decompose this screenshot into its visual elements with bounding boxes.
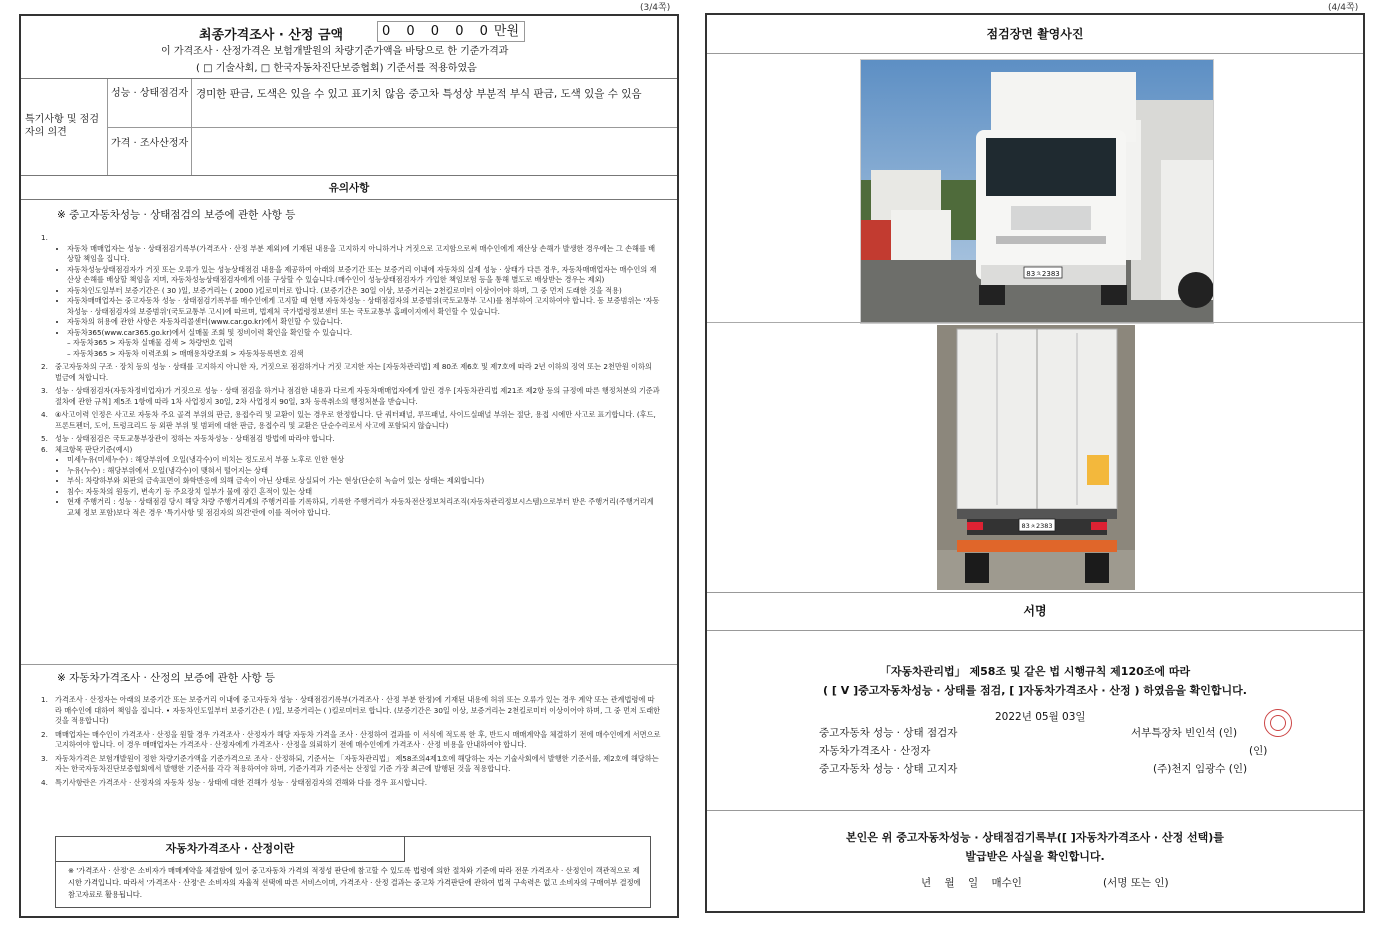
price-note-2: ( □ 기술사회, □ 한국자동차진단보증협회) 기준서를 적용하였음 [196, 63, 477, 74]
definition-text: ※ '가격조사 · 산정'은 소비자가 매매계약을 체결함에 있어 중고자동차 가격의 적정성 판단에 참고할 수 있도록 법령에 의한 절차와 기준에 따라 전문 가격조사 · 산정인이 객관적으로 제시한 가격입니다. 따라서 '가격조사 · 산정'은 소비자의 자율적 선택에 따른 서비스이며, 가격조사 · 산정 결과는 중고차 가격판단에 관하여 법적 구속력은 없고 소비자의 구매여부 결정에 참고자료로 활용됩니다. [68, 866, 641, 899]
signature-section-title: 서명 [707, 592, 1363, 631]
right-page [705, 13, 1365, 913]
price-amount: 0 0 0 0 0 [382, 24, 494, 39]
item-1-bullet: • 자동차365(www.car365.go.kr)에서 실매물 조회 및 정비이력 확인을 확인할 수 있습니다. – 자동차365 > 자동차 실매물 검색 > 차량번호 입력 – 자동차365 > 자동차 이력조회 > 매매용차량조회 > 자동차등록번호 검색 [67, 328, 661, 360]
law-reference-line-2: ( [ V ]중고자동차성능 · 상태를 점검, [ ]자동차가격조사 · 산정 ) 하였음을 확인합니다. [823, 684, 1247, 697]
s2-item-3-number: 3. [41, 753, 48, 763]
item-1-bullet: • 자동차 매매업자는 성능 · 상태점검기록부(가격조사 · 산정 부분 제외)에 기재된 내용을 고지하지 아니하거나 거짓으로 고지함으로써 매수인에게 재산상 손해가 발생한 경우에는 그 손해를 배상할 책임을 집니다. [67, 244, 661, 265]
seal-stamp-icon [1264, 709, 1292, 737]
front-plate-text: 83ㅊ2383 [1026, 270, 1060, 278]
item-5-number: 5. [41, 434, 48, 443]
price-assessment-definition-box [55, 836, 651, 908]
section1-body [41, 233, 661, 518]
item-1-bullet: • 자동차성능상태점검자가 거짓 또는 오류가 있는 성능상태점검 내용을 제공하여 아래의 보증기간 또는 보증거리 이내에 자동차의 실제 성능 · 상태가 다른 경우, 자동차매매업자는 매수인의 재산상 손해를 배상할 책임을 지며, 자동차성능상태점검자에게 이를 구상할 수 있습니다.(매수인이 성능상태점검자가 가입한 책임보험 등을 통해 별도로 배상받는 경우는 제외) [67, 265, 661, 286]
item-4-text: ④사고이력 인정은 사고로 자동차 주요 골격 부위의 판금, 용접수리 및 교환이 있는 경우로 한정합니다. 단 쿼터패널, 루프패널, 사이드실패널 부위는 절단, 용접 시에만 사고로 표기합니다. (후드, 프론트펜더, 도어, 트렁크리드 등 외판 부위 및 범퍼에 대한 판금, 용접수리 및 교환은 단순수리로서 사고에 포함되지 않습니다) [55, 410, 656, 430]
check-criteria-item: • 침수: 자동차의 원동기, 변속기 등 주요장치 일부가 물에 잠긴 흔적이 있는 상태 [67, 487, 661, 498]
price-title: 최종가격조사 · 산정 금액 [199, 28, 344, 43]
item-6-text: 체크항목 판단기준(예시) [55, 444, 133, 454]
rear-plate-text: 83ㅊ2383 [1021, 522, 1053, 530]
photo-section-title: 점검장면 촬영사진 [707, 15, 1363, 54]
s2-item-4-text: 특기사항란은 가격조사 · 산정자의 자동차 성능 · 상태에 대한 견해가 성능 · 상태점검자의 견해와 다를 경우 표시합니다. [55, 777, 428, 787]
item-5-text: 성능 · 상태점검은 국토교통부장관이 정하는 자동차성능 · 상태점검 방법에 따라야 합니다. [55, 434, 335, 443]
price-section [21, 16, 677, 79]
truck-front-photo [860, 59, 1214, 324]
check-criteria-item: • 누유(누수) : 해당부위에서 오일(냉각수)이 맺혀서 떨어지는 상태 [67, 466, 661, 477]
remarks-section [21, 79, 677, 176]
item-1-number: 1. [41, 233, 48, 242]
confirmation-line-2: 발급받은 사실을 확인합니다. [965, 850, 1105, 863]
item-1-bullet: • 자동차매매업자는 중고자동차 성능 · 상태점검기록부를 매수인에게 고지할 때 현행 자동차성능 · 상태점검자의 보증범위(국토교통부 고시)를 첨부하여 고지하여야 합니다. 동 보증범위는 '자동차성능 · 상태점검자의 보증범위'(국토교통부 고시)에 따르며, 법제처 국가법령정보센터 또는 국토교통부 홈페이지에서 확인할 수 있습니다. [67, 296, 661, 317]
page-number-right: (4/4쪽) [1328, 3, 1359, 13]
remarks-label: 특기사항 및 점검자의 의견 [25, 114, 99, 138]
s2-item-4-number: 4. [41, 777, 48, 787]
definition-title: 자동차가격조사 · 산정이란 [56, 837, 405, 862]
item-4-number: 4. [41, 410, 48, 419]
inspector-row-label: 중고자동차 성능 · 상태 점검자 [819, 727, 958, 739]
notes-title: 유의사항 [21, 177, 677, 200]
sign-date: 2022년 05월 03일 [995, 711, 1086, 723]
check-criteria-item: • 미세누유(미세누수) : 해당부위에 오일(냉각수)이 비치는 정도로서 부품 노후로 인한 현상 [67, 455, 661, 466]
law-reference-line-1: 「자동차관리법」 제58조 및 같은 법 시행규칙 제120조에 따라 [879, 665, 1191, 678]
inspector-label: 성능 · 상태점검자 [111, 88, 189, 99]
left-page [19, 14, 679, 918]
check-criteria-item: • 부식: 차량하부와 외판의 금속표면이 화학반응에 의해 금속이 아닌 상태로 상실되어 가는 현상(단순히 녹슬어 있는 상태는 제외합니다) [67, 476, 661, 487]
confirmation-line-1: 본인은 위 중고자동차성능 · 상태점검기록부([ ]자동차가격조사 · 산정 선택)를 [846, 831, 1224, 844]
buyer-line: 년 월 일 매수인 [921, 877, 1022, 889]
section1-title: ※ 중고자동차성능 · 상태점검의 보증에 관한 사항 등 [57, 209, 296, 221]
assessor-row-label: 자동차가격조사 · 산정자 [819, 745, 931, 757]
item-6-number: 6. [41, 444, 48, 454]
price-amount-box [377, 21, 525, 42]
item-2-number: 2. [41, 362, 48, 371]
truck-rear-photo [937, 325, 1135, 590]
section2-title: ※ 자동차가격조사 · 산정의 보증에 관한 사항 등 [57, 672, 276, 684]
s2-item-1-text: 가격조사 · 산정자는 아래의 보증기간 또는 보증거리 이내에 중고자동차 성능 · 상태점검기록부(가격조사 · 산정 부분 한정)에 기재된 내용에 허위 또는 오류가 있는 경우 계약 또는 관계법령에 따라 매수인에 대하여 책임을 집니다. • 자동차인도일부터 보증기간은 ( )일, 보증거리는 ( )킬로미터로 합니다. (보증기간은 30일 이상, 보증거리는 2천킬로미터 이상이어야 하며, 그 중 먼저 도래한 것을 적용합니다) [55, 695, 661, 725]
notifier-row-label: 중고자동차 성능 · 상태 고지자 [819, 763, 958, 775]
buyer-signature-label: (서명 또는 인) [1103, 877, 1169, 889]
truck-rear-image [937, 325, 1135, 590]
s2-item-2-text: 매매업자는 매수인이 가격조사 · 산정을 원할 경우 가격조사 · 산정자가 해당 자동차 가격을 조사 · 산정하여 결과를 이 서식에 적도록 한 후, 반드시 매매계약을 체결하기 전에 매수인에게 서면으로 고지하여야 합니다. 이 경우 매매업자는 가격조사 · 산정자에게 가격조사 · 산정을 의뢰하기 전에 매수인에게 가격조사 · 산정 비용을 안내하여야 합니다. [55, 729, 661, 749]
price-unit: 만원 [493, 24, 520, 39]
price-assessor-label: 가격 · 조사산정자 [111, 138, 189, 149]
item-1-bullet: • 자동차인도일부터 보증기간은 ( 30 )일, 보증거리는 ( 2000 )킬로미터로 합니다. (보증기간은 30일 이상, 보증거리는 2천킬로미터 이상이어야 하며, 그 중 먼저 도래한 것을 적용) [67, 286, 661, 297]
assessor-row-name: (인) [1249, 745, 1268, 757]
page-number-left: (3/4쪽) [640, 3, 671, 13]
item-3-text: 성능 · 상태점검자(자동차정비업자)가 거짓으로 성능 · 상태 점검을 하거나 점검한 내용과 다르게 자동차매매업자에게 알린 경우 [자동차관리법 제21조 제2항 등의 규정에 따른 행정처분의 기준과 절차에 관한 규칙] 제5조 1항에 따라 1차 사업정지 30일, 2차 사업정지 90일, 3차 등록취소의 행정처분을 받습니다. [55, 386, 660, 406]
inspector-row-name: 서부특장차 빈인석 (인) [1131, 727, 1238, 739]
notifier-row-name: (주)천지 임광수 (인) [1153, 763, 1248, 775]
s2-item-1-number: 1. [41, 695, 48, 704]
section2-body [41, 695, 661, 788]
price-note-1: 이 가격조사 · 산정가격은 보험개발원의 차량기준가액을 바탕으로 한 기준가격과 [161, 46, 509, 57]
item-2-text: 중고자동차의 구조 · 장치 등의 성능 · 상태를 고지하지 아니한 자, 거짓으로 점검하거나 거짓 고지한 자는 [자동차관리법] 제 80조 제6호 및 제7호에 따라 2년 이하의 징역 또는 2천만원 이하의 벌금에 처합니다. [55, 362, 652, 382]
item-1-bullet: • 자동차의 허용에 관한 사항은 자동차리콜센터(www.car.go.kr)에서 확인할 수 있습니다. [67, 317, 661, 328]
truck-front-image [861, 60, 1213, 323]
inspector-opinion: 경미한 판금, 도색은 있을 수 있고 표기치 않음 중고차 특성상 부분적 부식 판금, 도색 있을 수 있음 [196, 88, 642, 100]
s2-item-2-number: 2. [41, 729, 48, 739]
s2-item-3-text: 자동차가격은 보험개발원이 정한 차량기준가액을 기준가격으로 조사 · 산정하되, 기준서는 「자동차관리법」 제58조의4제1호에 해당하는 자는 기술사회에서 발행한 기준서를, 제2호에 해당하는 자는 한국자동차진단보증협회에서 발행한 기준서를 각각 적용하여야 하며, 기준가격과 기준서는 산정일 기준 가장 최근에 발행된 것을 적용합니다. [55, 753, 659, 773]
item-3-number: 3. [41, 386, 48, 395]
check-criteria-item: • 현재 주행거리 : 성능 · 상태점검 당시 해당 차량 주행거리계의 주행거리를 기록하되, 기록한 주행거리가 자동차전산정보처리조직(자동차관리정보시스템)으로부터 받은 주행거리(주행거리계 교체 정보 포함)보다 적은 경우 '특기사항 및 점검자의 의견'란에 이를 적어야 합니다. [67, 497, 661, 518]
